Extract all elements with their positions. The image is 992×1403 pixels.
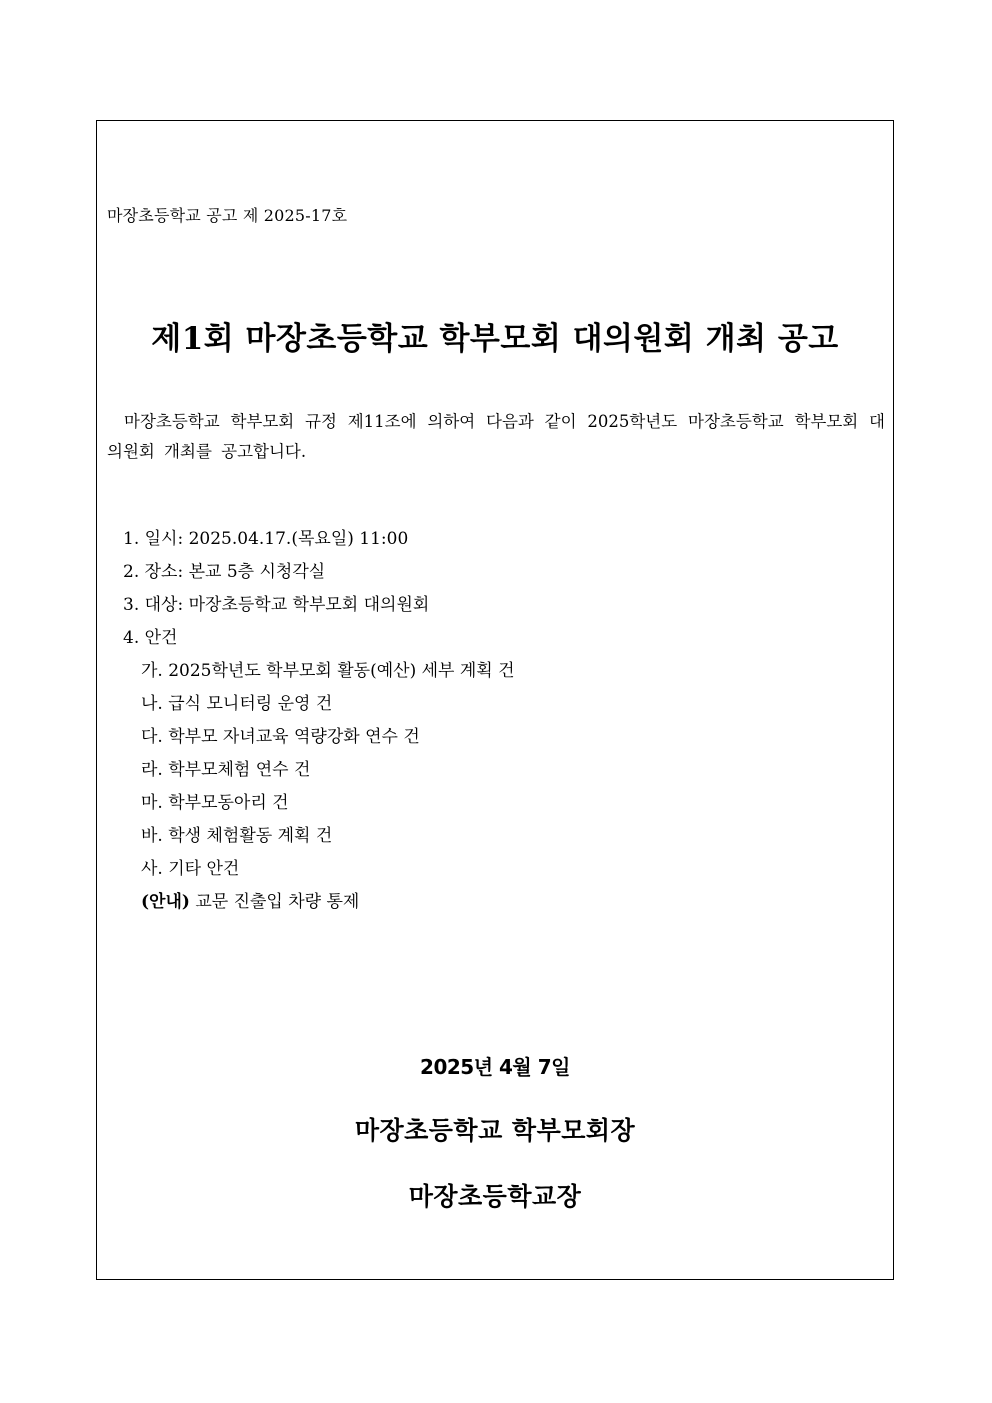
agenda-item: 가. 2025학년도 학부모회 활동(예산) 세부 계획 건 — [141, 661, 515, 681]
item-location: 2. 장소: 본교 5층 시청각실 — [123, 562, 326, 582]
document-frame — [96, 120, 894, 1280]
agenda-item: 다. 학부모 자녀교육 역량강화 연수 건 — [141, 727, 420, 747]
issue-date: 2025년 4월 7일 — [420, 1055, 570, 1079]
document-number: 마장초등학교 공고 제 2025-17호 — [107, 206, 348, 225]
item-agenda-heading: 4. 안건 — [123, 628, 178, 648]
agenda-list — [141, 655, 515, 919]
signature-parent-association-president: 마장초등학교 학부모회장 — [354, 1116, 636, 1145]
agenda-item: 사. 기타 안건 — [141, 859, 240, 879]
notice-text: 교문 진출입 차량 통제 — [189, 892, 360, 912]
item-datetime: 1. 일시: 2025.04.17.(목요일) 11:00 — [123, 529, 409, 549]
item-list — [123, 523, 429, 655]
document-title: 제1회 마장초등학교 학부모회 대의원회 개최 공고 — [151, 321, 839, 357]
agenda-item: 마. 학부모동아리 건 — [141, 793, 289, 813]
signature-principal: 마장초등학교장 — [408, 1182, 582, 1211]
intro-paragraph: 마장초등학교 학부모회 규정 제11조에 의하여 다음과 같이 2025학년도 마장초등학교 학부모회 대의원회 개최를 공고합니다. — [107, 412, 885, 461]
agenda-item: 나. 급식 모니터링 운영 건 — [141, 694, 333, 714]
agenda-item: 바. 학생 체험활동 계획 건 — [141, 826, 333, 846]
notice-line — [141, 886, 515, 919]
agenda-item: 라. 학부모체험 연수 건 — [141, 760, 311, 780]
item-target: 3. 대상: 마장초등학교 학부모회 대의원회 — [123, 595, 430, 615]
notice-label: (안내) — [141, 892, 190, 912]
